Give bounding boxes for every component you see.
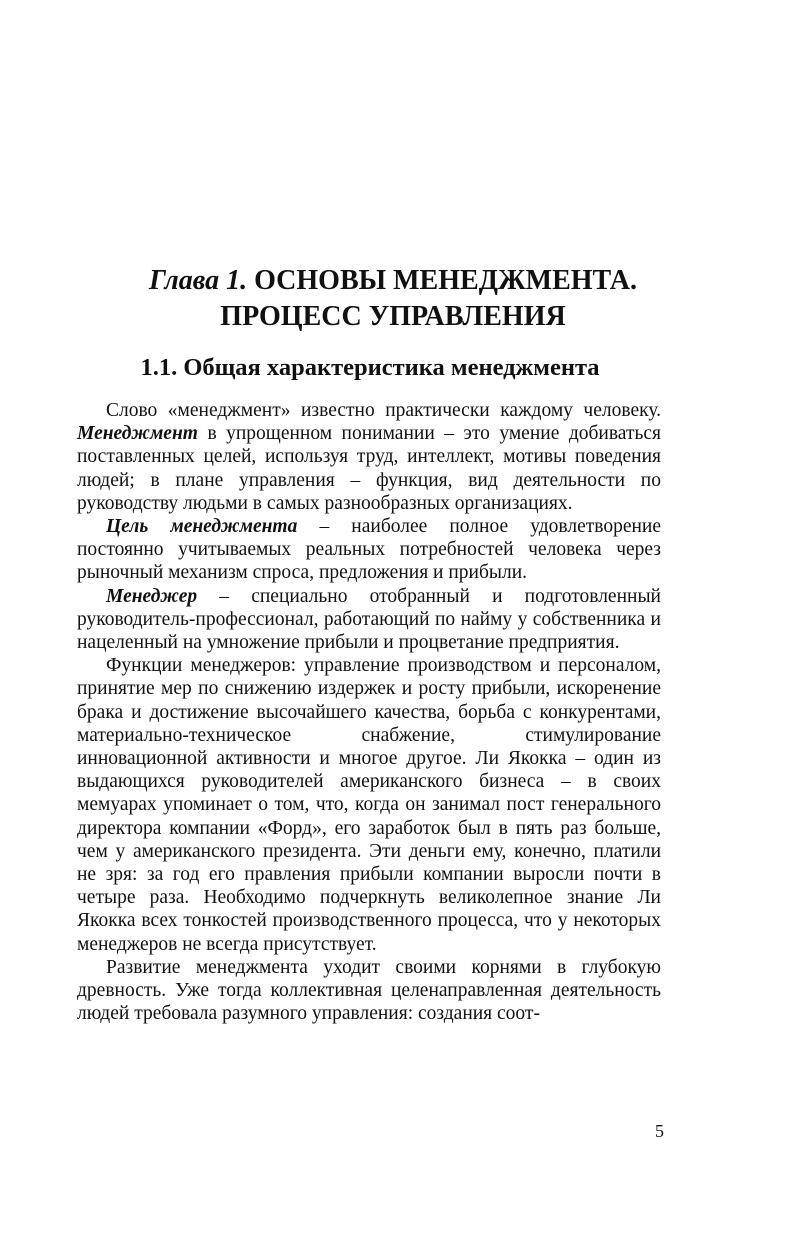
term-manager: Менеджер [106,585,198,607]
paragraph-4: Функции менеджеров: управление производством и персоналом, принятие мер по снижению издержек и росту прибыли, искоренение брака и достижение высочайшего качества, борьба с конкурентами, материально-техническое снабжение, стимулирование инновационной активности и многое другое. Ли Якокка – один из выдающихся руководителей американского бизнеса – в своих мемуарах упоминает о том, что, когда он занимал пост генерального директора компании «Форд», его заработок был в пять раз больше, чем у американского президента. Эти деньги ему, конечно, платили не зря: за год его правления прибыли компании выросли почти в четыре раза. Необходимо подчеркнуть великолепное знание Ли Якокка всех тонкостей производственного процесса, что у некоторых менеджеров не всегда присутствует. [77,655,661,955]
term-management-goal: Цель менеджмента [106,516,298,538]
chapter-title-line-2: ПРОЦЕСС УПРАВЛЕНИЯ [220,301,566,332]
paragraph-1-rest: в упрощенном понимании – это умение добиваться поставленных целей, используя труд, интеллект, мотивы поведения людей; в плане управления – функция, вид деятельности по руководству людьми в самых разнообразных организациях. [77,423,661,514]
page-number: 5 [655,1121,664,1141]
paragraph-2 [77,515,661,585]
paragraph-1 [77,399,661,515]
paragraph-1-lead: Слово «менеджмент» известно практически каждому человеку. [106,400,661,421]
chapter-title [0,263,786,335]
paragraph-3 [77,585,661,655]
paragraph-3-rest: – специально отобранный и подготовленный руководитель-профессионал, работающий по найму у собственника и нацеленный на умножение прибыли и процветание предприятия. [77,585,661,654]
chapter-title-line-1 [0,263,786,299]
paragraph-5: Развитие менеджмента уходит своими корнями в глубокую древность. Уже тогда коллективная целенаправленная деятельность людей требовала разумного управления: создания соот- [77,956,661,1025]
chapter-title-text-1: ОСНОВЫ МЕНЕДЖМЕНТА. [254,265,638,296]
paragraph-2-rest: – наиболее полное удовлетворение постоянно учитываемых реальных потребностей человека через рыночный механизм спроса, предложения и прибыли. [77,516,661,584]
term-management: Менеджмент [77,423,198,445]
section-title: 1.1. Общая характеристика менеджмента [140,354,600,381]
chapter-label: Глава 1. [148,265,248,296]
body-text [77,399,661,1025]
